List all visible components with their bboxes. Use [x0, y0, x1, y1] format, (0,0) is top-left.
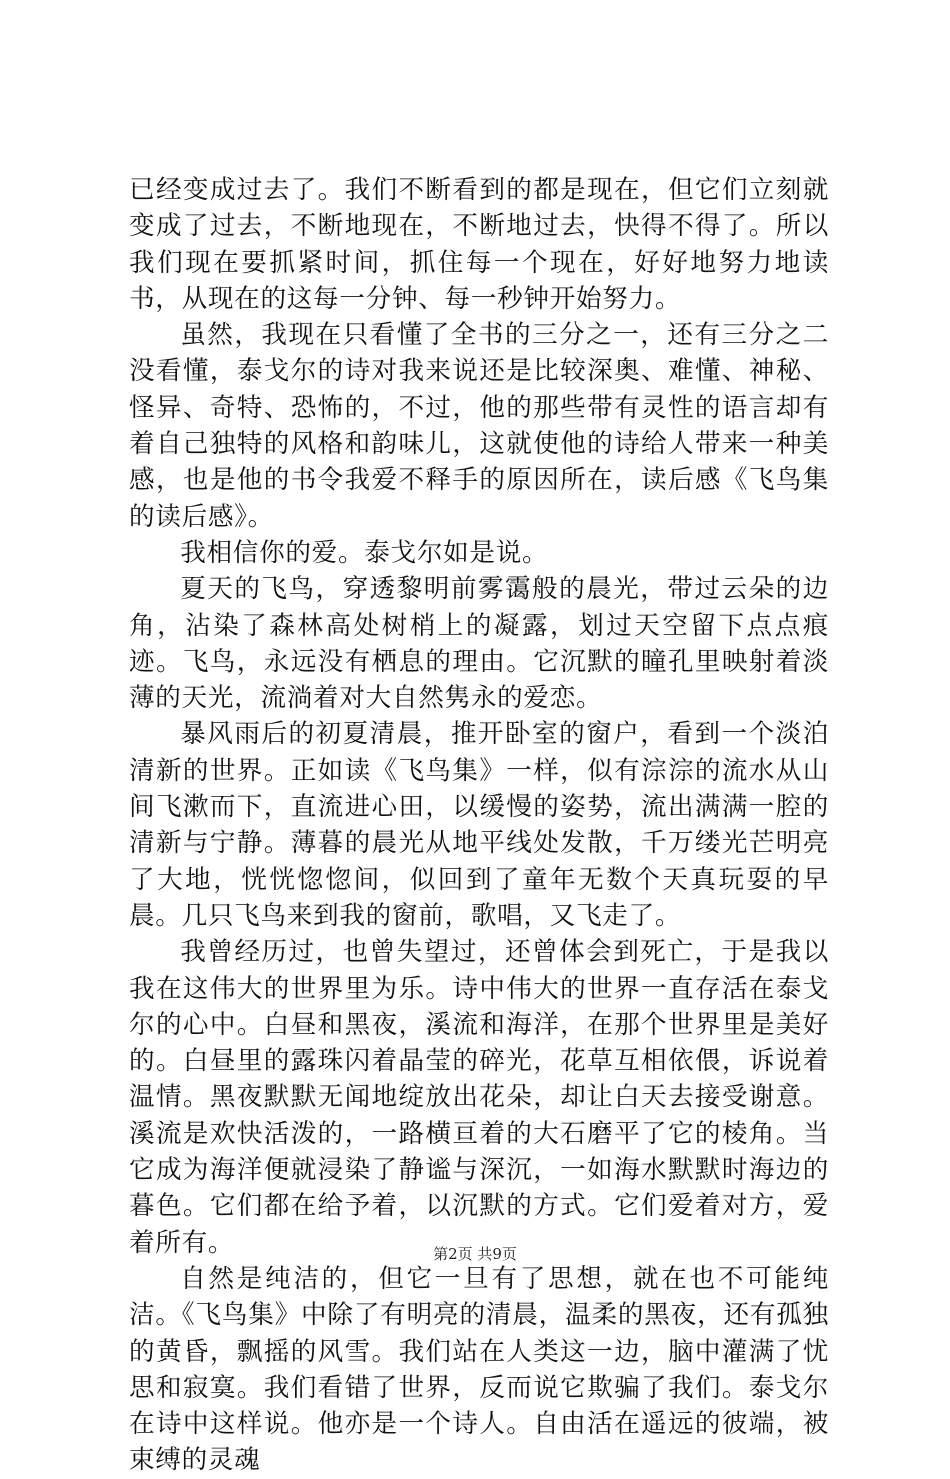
paragraph: 虽然，我现在只看懂了全书的三分之一，还有三分之二没看懂，泰戈尔的诗对我来说还是比较深奥、难懂、神秘、怪异、奇特、恐怖的，不过，他的那些带有灵性的语言却有着自己独特的风格和韵味儿，这就使他的诗给人带来一种美感，也是他的书令我爱不释手的原因所在，读后感《飞鸟集的读后感》。	[129, 320, 829, 532]
paragraph: 暴风雨后的初夏清晨，推开卧室的窗户，看到一个淡泊清新的世界。正如读《飞鸟集》一样，似有淙淙的流水从山间飞漱而下，直流进心田，以缓慢的姿势，流出满满一腔的清新与宁静。薄暮的晨光从地平线处发散，千万缕光芒明亮了大地，恍恍惚惚间，似回到了童年无数个天真玩耍的早晨。几只飞鸟来到我的窗前，歌唱，又飞走了。	[129, 719, 829, 931]
paragraph: 我相信你的爱。泰戈尔如是说。	[180, 537, 549, 568]
paragraph-continued: 已经变成过去了。我们不断看到的都是现在，但它们立刻就变成了过去，不断地现在，不断地过去，快得不得了。所以我们现在要抓紧时间，抓住每一个现在，好好地努力地读书，从现在的这每一分钟、每一秒钟开始努力。	[129, 175, 829, 314]
page-number-footer: 第2页 共9页	[433, 1245, 517, 1263]
paragraph: 夏天的飞鸟，穿透黎明前雾霭般的晨光，带过云朵的边角，沾染了森林高处树梢上的凝露，划过天空留下点点痕迹。飞鸟，永远没有栖息的理由。它沉默的瞳孔里映射着淡薄的天光，流淌着对大自然隽永的爱恋。	[129, 574, 829, 714]
paragraph: 自然是纯洁的，但它一旦有了思想，就在也不可能纯洁。《飞鸟集》中除了有明亮的清晨，温柔的黑夜，还有孤独的黄昏，飘摇的风雪。我们站在人类这一边，脑中灌满了忧思和寂寞。我们看错了世界，反而说它欺骗了我们。泰戈尔在诗中这样说。他亦是一个诗人。自由活在遥远的彼端，被束缚的灵魂	[129, 1263, 829, 1476]
document-body	[129, 172, 829, 1479]
paragraph: 我曾经历过，也曾失望过，还曾体会到死亡，于是我以我在这伟大的世界里为乐。诗中伟大的世界一直存活在泰戈尔的心中。白昼和黑夜，溪流和海洋，在那个世界里是美好的。白昼里的露珠闪着晶莹的碎光，花草互相依偎，诉说着温情。黑夜默默无闻地绽放出花朵，却让白天去接受谢意。溪流是欢快活泼的，一路横亘着的大石磨平了它的棱角。当它成为海洋便就浸染了静谧与深沉，一如海水默默时海边的暮色。它们都在给予着，以沉默的方式。它们爱着对方，爱着所有。	[129, 937, 829, 1258]
